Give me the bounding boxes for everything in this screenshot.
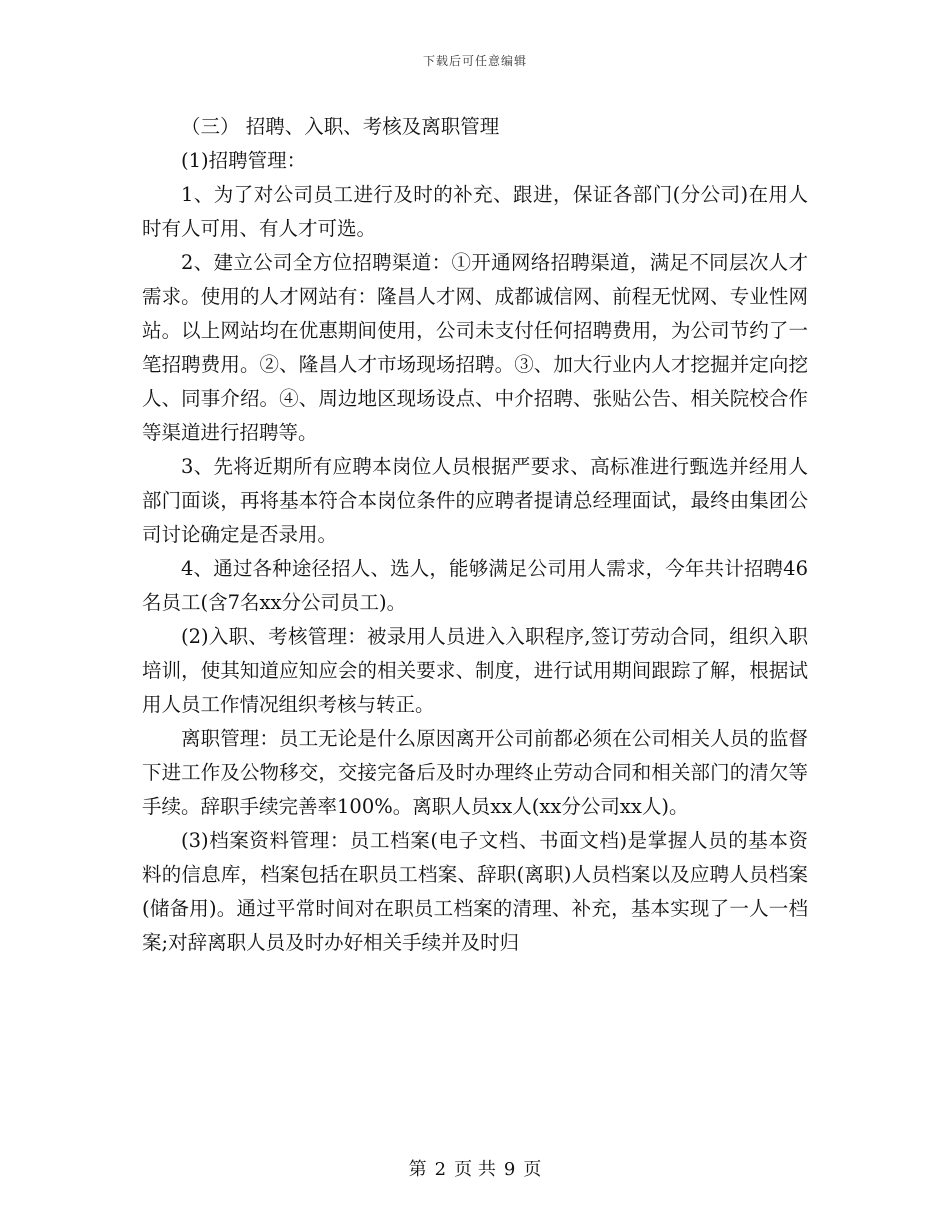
paragraph-item-3: 3、先将近期所有应聘本岗位人员根据严要求、高标准进行甄选并经用人部门面谈，再将基本符合本岗位条件的应聘者提请总经理面试，最终由集团公司讨论确定是否录用。 [142,455,808,546]
paragraph-item-1: 1、为了对公司员工进行及时的补充、跟进，保证各部门(分公司)在用人时有人可用、有人才可选。 [142,183,808,240]
page-footer [0,1155,950,1181]
paragraph-resignation: 离职管理：员工无论是什么原因离开公司前都必须在公司相关人员的监督下进工作及公物移交，交接完备后及时办理终止劳动合同和相关部门的清欠等手续。辞职手续完善率100%。离职人员xx人(xx分公司xx人)。 [142,727,808,818]
paragraph-item-4: 4、通过各种途径招人、选人，能够满足公司用人需求，今年共计招聘46名员工(含7名xx分公司员工)。 [142,557,808,614]
paragraph-item-2: 2、建立公司全方位招聘渠道：①开通网络招聘渠道，满足不同层次人才需求。使用的人才网站有：隆昌人才网、成都诚信网、前程无忧网、专业性网站。以上网站均在优惠期间使用，公司未支付任何招聘费用，为公司节约了一笔招聘费用。②、隆昌人才市场现场招聘。③、加大行业内人才挖掘并定向挖人、同事介绍。④、周边地区现场设点、中介招聘、张贴公告、相关院校合作等渠道进行招聘等。 [142,251,808,444]
paragraph-onboarding: (2)入职、考核管理：被录用人员进入入职程序,签订劳动合同，组织入职培训，使其知道应知应会的相关要求、制度，进行试用期间跟踪了解，根据试用人员工作情况组织考核与转正。 [142,625,808,716]
header-note: 下载后可任意编辑 [422,54,527,68]
paragraph-archives: (3)档案资料管理：员工档案(电子文档、书面文档)是掌握人员的基本资料的信息库，档案包括在职员工档案、辞职(离职)人员档案以及应聘人员档案(储备用)。通过平常时间对在职员工档案的清理、补充，基本实现了一人一档案;对辞离职人员及时办好相关手续并及时归 [142,829,808,954]
page-current: 2 [434,1159,447,1180]
page-total: 9 [503,1159,516,1180]
subsection-heading-recruitment: (1)招聘管理： [181,149,307,172]
page-label-prefix: 第 [408,1159,427,1180]
document-body [142,110,808,960]
page-label-mid: 页 共 [454,1159,496,1180]
section-heading: （三） 招聘、入职、考核及离职管理 [181,115,500,138]
page-label-suffix: 页 [523,1159,542,1180]
